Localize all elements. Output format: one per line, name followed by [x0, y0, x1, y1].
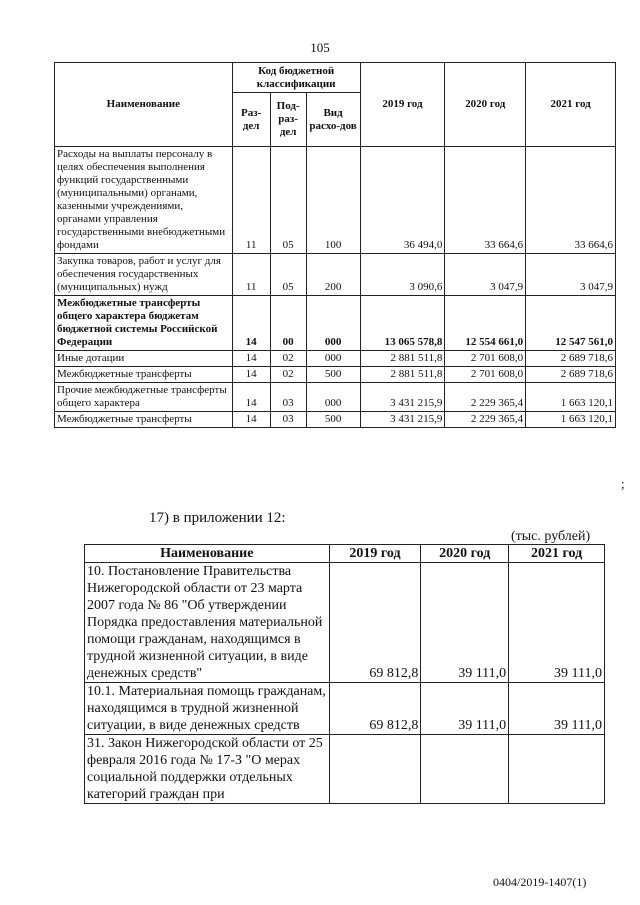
row-2020: 39 111,0 [421, 683, 509, 735]
row-2021: 33 664,6 [526, 147, 616, 254]
table-row [85, 683, 605, 735]
trailing-semicolon: ; [621, 476, 625, 491]
row-2020: 12 554 661,0 [445, 296, 526, 351]
table-row [55, 383, 616, 412]
row-vid: 000 [306, 383, 360, 412]
row-razdel: 14 [232, 351, 270, 367]
row-name: Иные дотации [55, 351, 233, 367]
row-2021: 12 547 561,0 [526, 296, 616, 351]
row-2019: 69 812,8 [329, 563, 421, 683]
row-razdel: 14 [232, 383, 270, 412]
col-header-name: Наименование [55, 63, 233, 147]
col-header-code-group: Код бюджетной классификации [232, 63, 360, 93]
row-2019: 3 431 215,9 [360, 383, 445, 412]
row-2020: 39 111,0 [421, 563, 509, 683]
col-header-2019: 2019 год [360, 63, 445, 147]
row-name: Межбюджетные трансферты [55, 412, 233, 428]
table-row [85, 735, 605, 804]
col-header-podrazdel: Под-раз-дел [270, 93, 306, 147]
row-razdel: 11 [232, 147, 270, 254]
table-row [55, 254, 616, 296]
row-name: 31. Закон Нижегородской области от 25 февраля 2016 года № 17-З "О мерах социальной поддержки отдельных категорий граждан при [85, 735, 330, 804]
row-vid: 000 [306, 296, 360, 351]
row-2021: 1 663 120,1 [526, 412, 616, 428]
col-header-name: Наименование [85, 545, 330, 563]
col-header-2021: 2021 год [526, 63, 616, 147]
row-2020: 2 229 365,4 [445, 412, 526, 428]
row-2021: 2 689 718,6 [526, 351, 616, 367]
row-2020: 2 229 365,4 [445, 383, 526, 412]
row-2021 [509, 735, 605, 804]
row-name: 10. Постановление Правительства Нижегородской области от 23 марта 2007 года № 86 "Об утверждении Порядка предоставления материальной помощи гражданам, находящимся в трудной жизненной ситуации, в виде денежных средств" [85, 563, 330, 683]
document-code: 0404/2019-1407(1) [493, 875, 587, 889]
row-2021: 39 111,0 [509, 563, 605, 683]
row-name: 10.1. Материальная помощь гражданам, находящимся в трудной жизненной ситуации, в виде денежных средств [85, 683, 330, 735]
row-2020: 2 701 608,0 [445, 351, 526, 367]
row-2021: 39 111,0 [509, 683, 605, 735]
table-row [55, 351, 616, 367]
col-header-2020: 2020 год [445, 63, 526, 147]
row-2020: 2 701 608,0 [445, 367, 526, 383]
row-razdel: 14 [232, 412, 270, 428]
table-row [55, 147, 616, 254]
table-row [85, 563, 605, 683]
row-2021: 3 047,9 [526, 254, 616, 296]
row-podrazdel: 00 [270, 296, 306, 351]
appendix-12-table [84, 544, 605, 804]
table-row [55, 367, 616, 383]
row-2019: 3 090,6 [360, 254, 445, 296]
row-razdel: 11 [232, 254, 270, 296]
row-podrazdel: 02 [270, 351, 306, 367]
row-vid: 500 [306, 412, 360, 428]
row-vid: 100 [306, 147, 360, 254]
row-vid: 000 [306, 351, 360, 367]
table-row [55, 296, 616, 351]
row-name: Межбюджетные трансферты [55, 367, 233, 383]
units-note: (тыс. рублей) [511, 529, 591, 544]
row-podrazdel: 03 [270, 383, 306, 412]
row-podrazdel: 05 [270, 147, 306, 254]
row-vid: 500 [306, 367, 360, 383]
table-row [55, 412, 616, 428]
row-2019 [329, 735, 421, 804]
row-name: Прочие межбюджетные трансферты общего характера [55, 383, 233, 412]
row-2021: 1 663 120,1 [526, 383, 616, 412]
row-2019: 69 812,8 [329, 683, 421, 735]
row-name: Расходы на выплаты персоналу в целях обеспечения выполнения функций государственными (муниципальными) органами, казенными учреждениями, органами управления государственными внебюджетными фондами [55, 147, 233, 254]
row-2019: 3 431 215,9 [360, 412, 445, 428]
row-2021: 2 689 718,6 [526, 367, 616, 383]
row-2019: 36 494,0 [360, 147, 445, 254]
row-name: Межбюджетные трансферты общего характера бюджетам бюджетной системы Российской Федерации [55, 296, 233, 351]
row-podrazdel: 03 [270, 412, 306, 428]
col-header-2021: 2021 год [509, 545, 605, 563]
col-header-2020: 2020 год [421, 545, 509, 563]
col-header-razdel: Раз-дел [232, 93, 270, 147]
col-header-vid: Вид расхо-дов [306, 93, 360, 147]
budget-classification-table [54, 62, 616, 428]
row-2020: 33 664,6 [445, 147, 526, 254]
row-razdel: 14 [232, 296, 270, 351]
row-name: Закупка товаров, работ и услуг для обеспечения государственных (муниципальных) нужд [55, 254, 233, 296]
col-header-2019: 2019 год [329, 545, 421, 563]
page-number: 105 [310, 40, 330, 55]
row-2020 [421, 735, 509, 804]
row-vid: 200 [306, 254, 360, 296]
row-podrazdel: 02 [270, 367, 306, 383]
row-2020: 3 047,9 [445, 254, 526, 296]
row-2019: 2 881 511,8 [360, 367, 445, 383]
row-podrazdel: 05 [270, 254, 306, 296]
row-2019: 2 881 511,8 [360, 351, 445, 367]
row-razdel: 14 [232, 367, 270, 383]
row-2019: 13 065 578,8 [360, 296, 445, 351]
section-label: 17) в приложении 12: [149, 510, 286, 526]
